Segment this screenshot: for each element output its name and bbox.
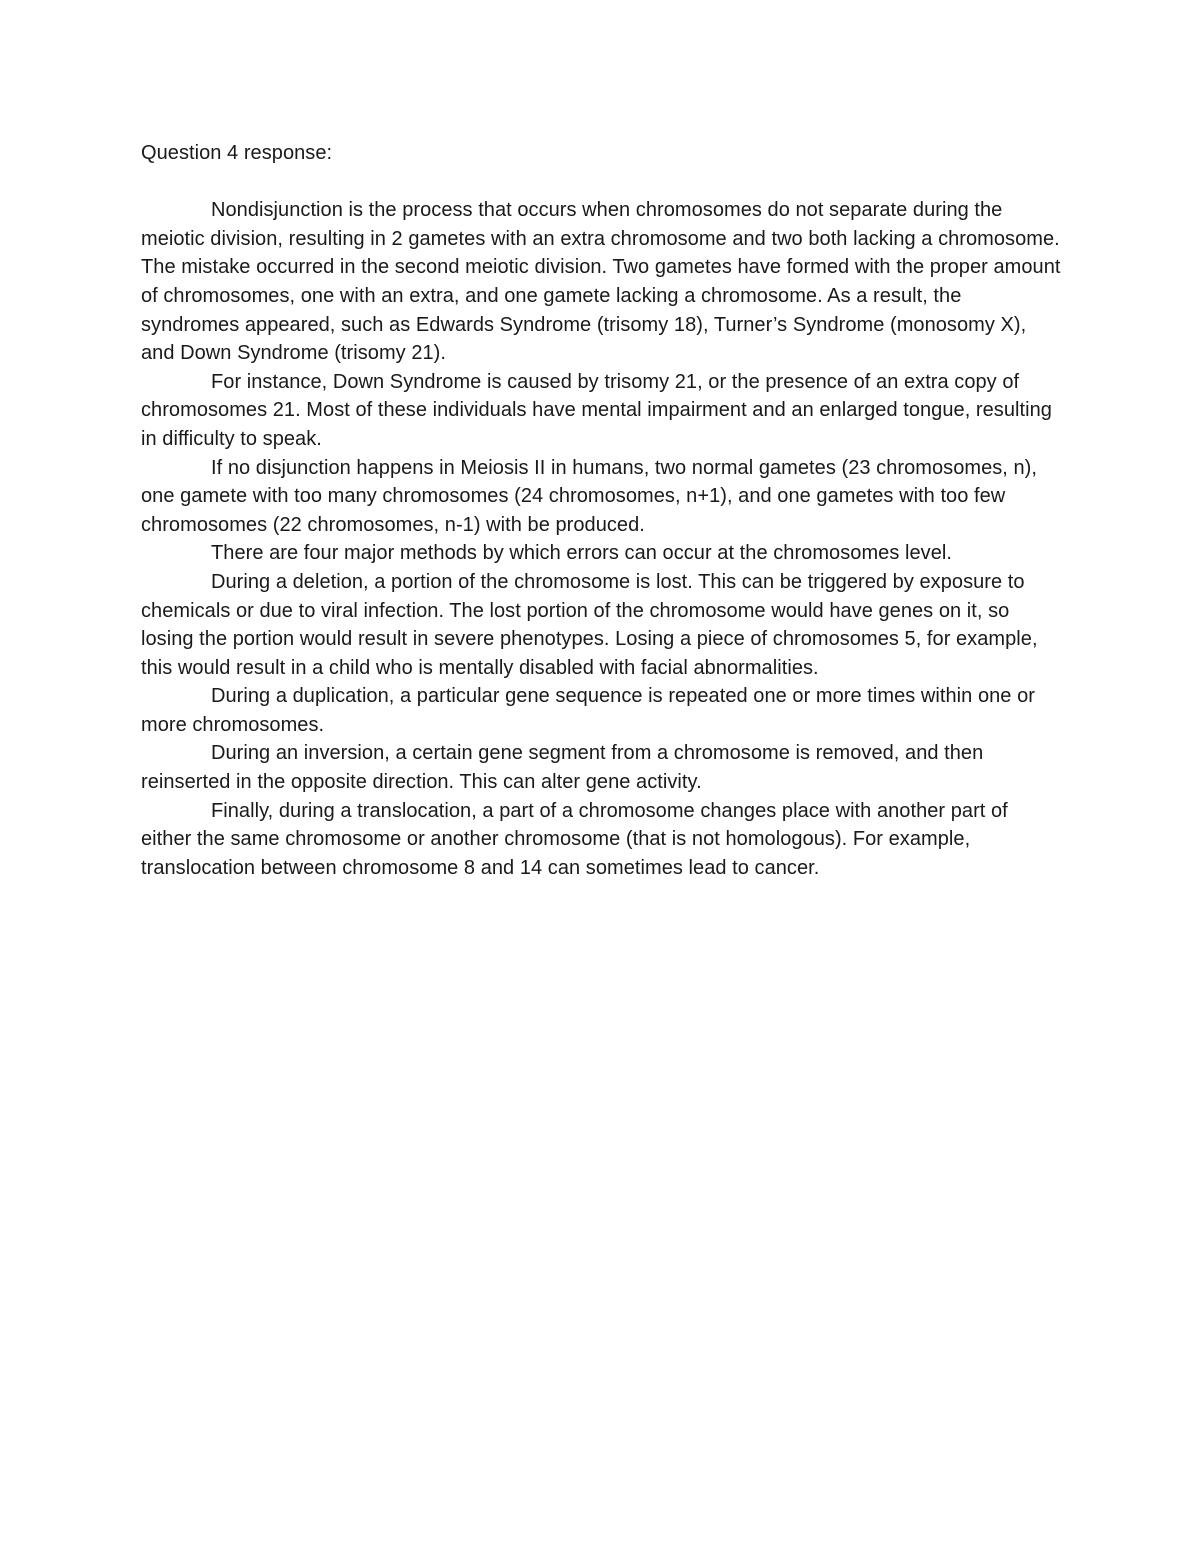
paragraph-error-methods: There are four major methods by which errors can occur at the chromosomes level.: [211, 542, 952, 565]
paragraph-meiosis-ii: If no disjunction happens in Meiosis II in humans, two normal gametes (23 chromosomes, n), one gamete with too many chromosomes (24 chromosomes, n+1), and one gametes with too few chromosomes (22 chromosomes, n-1) with be produced.: [141, 456, 1038, 536]
paragraph-duplication: During a duplication, a particular gene sequence is repeated one or more times within one or more chromosomes.: [141, 685, 1035, 736]
paragraph-down-syndrome: For instance, Down Syndrome is caused by trisomy 21, or the presence of an extra copy of chromosomes 21. Most of these individuals have mental impairment and an enlarged tongue, resulting in difficulty to speak.: [141, 370, 1052, 450]
document-body: [141, 139, 1063, 882]
paragraph-nondisjunction: Nondisjunction is the process that occurs when chromosomes do not separate during the meiotic division, resulting in 2 gametes with an extra chromosome and two both lacking a chromosome. The mistake occurred in the second meiotic division. Two gametes have formed with the proper amount of chromosomes, one with an extra, and one gamete lacking a chromosome. As a result, the syndromes appeared, such as Edwards Syndrome (trisomy 18), Turner’s Syndrome (monosomy X), and Down Syndrome (trisomy 21).: [141, 199, 1061, 365]
document-heading: Question 4 response:: [141, 142, 333, 164]
blank-line: [141, 168, 1063, 197]
paragraph-deletion: During a deletion, a portion of the chromosome is lost. This can be triggered by exposure to chemicals or due to viral infection. The lost portion of the chromosome would have genes on it, so losing the portion would result in severe phenotypes. Losing a piece of chromosomes 5, for example, this would result in a child who is mentally disabled with facial abnormalities.: [141, 570, 1038, 679]
paragraph-translocation: Finally, during a translocation, a part of a chromosome changes place with another part of either the same chromosome or another chromosome (that is not homologous). For example, translocation between chromosome 8 and 14 can sometimes lead to cancer.: [141, 799, 1008, 879]
paragraph-inversion: During an inversion, a certain gene segment from a chromosome is removed, and then reinserted in the opposite direction. This can alter gene activity.: [141, 742, 984, 794]
